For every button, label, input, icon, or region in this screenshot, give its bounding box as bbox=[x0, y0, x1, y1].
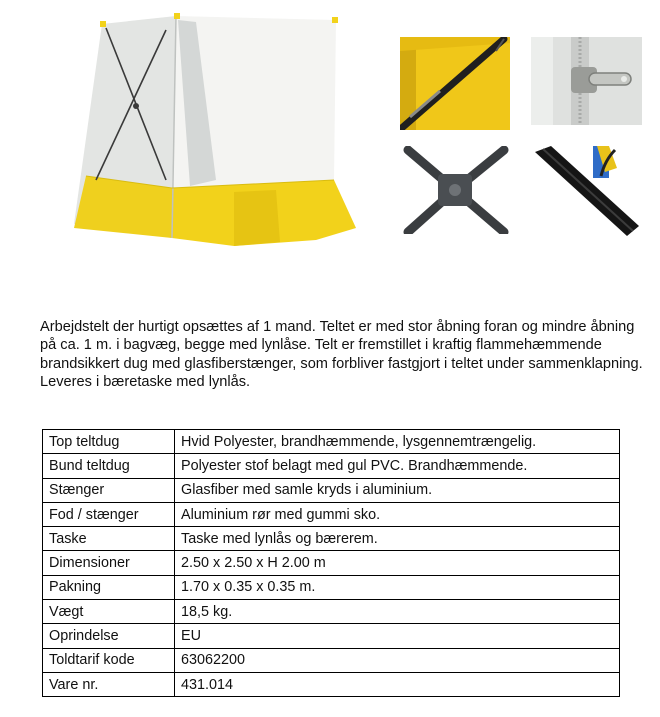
spec-value: 431.014 bbox=[175, 672, 620, 696]
table-row bbox=[43, 575, 620, 599]
spec-label: Bund teltdug bbox=[43, 454, 175, 478]
table-row bbox=[43, 502, 620, 526]
product-description: Arbejdstelt der hurtigt opsættes af 1 mand. Teltet er med stor åbning foran og mindre åbning på ca. 1 m. i bagvæg, begge med lynlåse. Telt er fremstillet i kraftig flammehæmmende brandsikkert dug med glasfiberstænger, som forbliver fastgjort i teltet under sammenklapning. Leveres i bæretaske med lynlås. bbox=[40, 319, 643, 391]
spec-label: Taske bbox=[43, 527, 175, 551]
spec-value: 2.50 x 2.50 x H 2.00 m bbox=[175, 551, 620, 575]
spec-value: Taske med lynlås og bærerem. bbox=[175, 527, 620, 551]
carry-bag-photo bbox=[531, 146, 642, 236]
table-row bbox=[43, 600, 620, 624]
spec-value: Hvid Polyester, brandhæmmende, lysgennemtrængelig. bbox=[175, 430, 620, 454]
table-row bbox=[43, 527, 620, 551]
spec-label: Oprindelse bbox=[43, 624, 175, 648]
spec-label: Pakning bbox=[43, 575, 175, 599]
spec-label: Fod / stænger bbox=[43, 502, 175, 526]
table-row bbox=[43, 624, 620, 648]
spec-value: 18,5 kg. bbox=[175, 600, 620, 624]
spec-value: 1.70 x 0.35 x 0.35 m. bbox=[175, 575, 620, 599]
zipper-photo bbox=[531, 37, 642, 125]
table-row bbox=[43, 478, 620, 502]
table-row bbox=[43, 454, 620, 478]
table-row bbox=[43, 648, 620, 672]
spec-label: Dimensioner bbox=[43, 551, 175, 575]
spec-label: Stænger bbox=[43, 478, 175, 502]
table-row bbox=[43, 551, 620, 575]
spec-label: Top teltdug bbox=[43, 430, 175, 454]
spec-value: Aluminium rør med gummi sko. bbox=[175, 502, 620, 526]
spec-label: Vægt bbox=[43, 600, 175, 624]
fabric-pole-photo bbox=[400, 37, 510, 130]
table-row bbox=[43, 430, 620, 454]
spec-value: EU bbox=[175, 624, 620, 648]
spec-label: Toldtarif kode bbox=[43, 648, 175, 672]
cross-joint-photo bbox=[400, 146, 510, 234]
table-row bbox=[43, 672, 620, 696]
spec-value: 63062200 bbox=[175, 648, 620, 672]
spec-value: Polyester stof belagt med gul PVC. Brandhæmmende. bbox=[175, 454, 620, 478]
tent-photo bbox=[66, 10, 370, 260]
product-photos bbox=[0, 0, 660, 250]
spec-label: Vare nr. bbox=[43, 672, 175, 696]
spec-table bbox=[42, 429, 620, 697]
spec-value: Glasfiber med samle kryds i aluminium. bbox=[175, 478, 620, 502]
